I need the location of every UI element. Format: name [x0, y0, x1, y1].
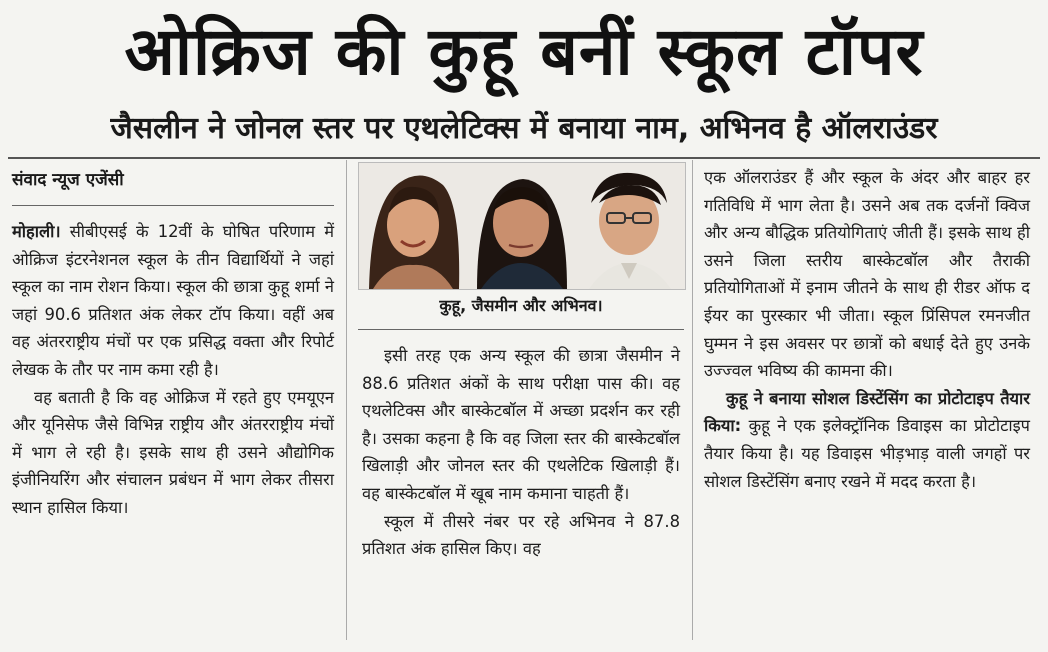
top-divider: [8, 157, 1040, 159]
paragraph-text: कुहू ने एक इलेक्ट्रॉनिक डिवाइस का प्रोटोटाइप तैयार किया है। यह डिवाइस भीड़भाड़ वाली जगहों पर सोशल डिस्टेंसिंग बनाए रखने में मदद करता है।: [704, 416, 1030, 491]
column-divider-2: [692, 160, 693, 640]
caption-divider: [358, 329, 684, 330]
paragraph: एक ऑलराउंडर हैं और स्कूल के अंदर और बाहर हर गतिविधि में भाग लेता है। उसने अब तक दर्जनों क्विज और अन्य बौद्धिक प्रतियोगिताएं जीती हैं। इसके साथ ही उसने जिला स्तरीय बास्केटबॉल और तैराकी प्रतियोगिताओं में इनाम जीतने के साथ ही रीडर ऑफ द ईयर का पुरस्कार भी जीता। स्कूल प्रिंसिपल रमनजीत घुम्मन ने इस अवसर पर छात्रों को बधाई देते हुए उनके उज्ज्वल भविष्य की कामना की।: [704, 168, 1030, 381]
paragraph: स्कूल में तीसरे नंबर पर रहे अभिनव ने 87.8 प्रतिशत अंक हासिल किए। वह: [362, 511, 680, 559]
paragraph: [12, 218, 334, 384]
paragraph: इसी तरह एक अन्य स्कूल की छात्रा जैसमीन ने 88.6 प्रतिशत अंकों के साथ परीक्षा पास की। वह एथलेटिक्स और बास्केटबॉल में अच्छा प्रदर्शन कर रही है। उसका कहना है कि वह जिला स्तर की बास्केटबॉल खिलाड़ी और जोनल स्तर की एथलेटिक खिलाड़ी हैं। वह बास्केटबॉल में खूब नाम कमाना चाहती हैं।: [362, 346, 680, 503]
paragraph: वह बताती है कि वह ओक्रिज में रहते हुए एमयूएन और यूनिसेफ जैसे विभिन्न राष्ट्रीय और अंतरराष्ट्रीय मंचों में भाग ले रही है। इसके साथ ही उसने औद्योगिक इंजीनियरिंग और संचालन प्रबंधन में भाग लेकर तीसरा स्थान हासिल किया।: [12, 387, 334, 517]
dateline: मोहाली।: [12, 222, 61, 241]
article-column-1: [12, 218, 334, 522]
photo-caption: कुहू, जैसमीन और अभिनव।: [439, 296, 603, 315]
subheading-lead: कुहू ने बनाया सोशल डिस्टेंसिंग का प्रोटोटाइप तैयार किया:: [704, 388, 1030, 436]
byline: संवाद न्यूज एजेंसी: [12, 170, 124, 190]
headline: ओक्रिज की कुहू बनीं स्कूल टॉपर: [124, 13, 924, 90]
paragraph: [704, 385, 1030, 495]
paragraph-text: सीबीएसई के 12वीं के घोषित परिणाम में ओक्रिज इंटरनेशनल स्कूल के तीन विद्यार्थियों ने जहां स्कूल का नाम रोशन किया। स्कूल की छात्रा कुहू शर्मा ने जहां 90.6 प्रतिशत अंक लेकर टॉप किया। वहीं अब वह अंतरराष्ट्रीय मंचों पर एक प्रसिद्ध वक्ता और रिपोर्ट लेखक के तौर पर नाम कमा रही है।: [12, 222, 334, 379]
students-photo: [358, 162, 686, 290]
subheadline: जैसलीन ने जोनल स्तर पर एथलेटिक्स में बनाया नाम, अभिनव है ऑलराउंडर: [110, 111, 938, 146]
column-divider-1: [346, 160, 347, 640]
article-column-3: [704, 164, 1030, 495]
article-column-2: [362, 342, 680, 563]
byline-divider: [12, 205, 334, 206]
